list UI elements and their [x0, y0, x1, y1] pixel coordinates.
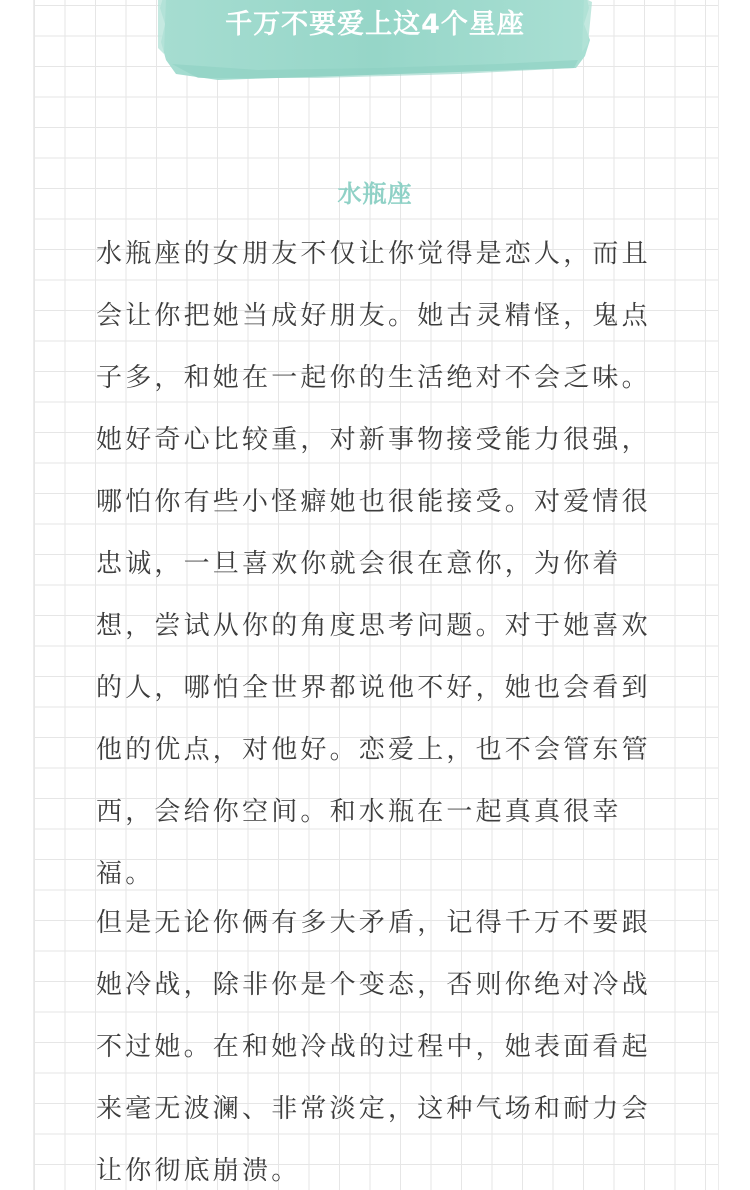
article-paragraph: 但是无论你俩有多大矛盾，记得千万不要跟她冷战，除非你是个变态，否则你绝对冷战不过她。在和她冷战的过程中，她表面看起来毫无波澜、非常淡定，这种气场和耐力会让你彻底崩溃。: [96, 908, 651, 1186]
page-title: 千万不要爱上这4个星座: [225, 9, 525, 40]
section-heading: 水瓶座: [337, 180, 413, 208]
title-banner: [158, 0, 592, 86]
article-paragraph: 水瓶座的女朋友不仅让你觉得是恋人，而且会让你把她当成好朋友。她古灵精怪，鬼点子多，和她在一起你的生活绝对不会乏味。她好奇心比较重，对新事物接受能力很强，哪怕你有些小怪癖她也很能接受。对爱情很忠诚，一旦喜欢你就会很在意你，为你着想，尝试从你的角度思考问题。对于她喜欢的人，哪怕全世界都说他不好，她也会看到他的优点，对他好。恋爱上，也不会管东管西，会给你空间。和水瓶在一起真真很幸福。: [96, 239, 651, 889]
